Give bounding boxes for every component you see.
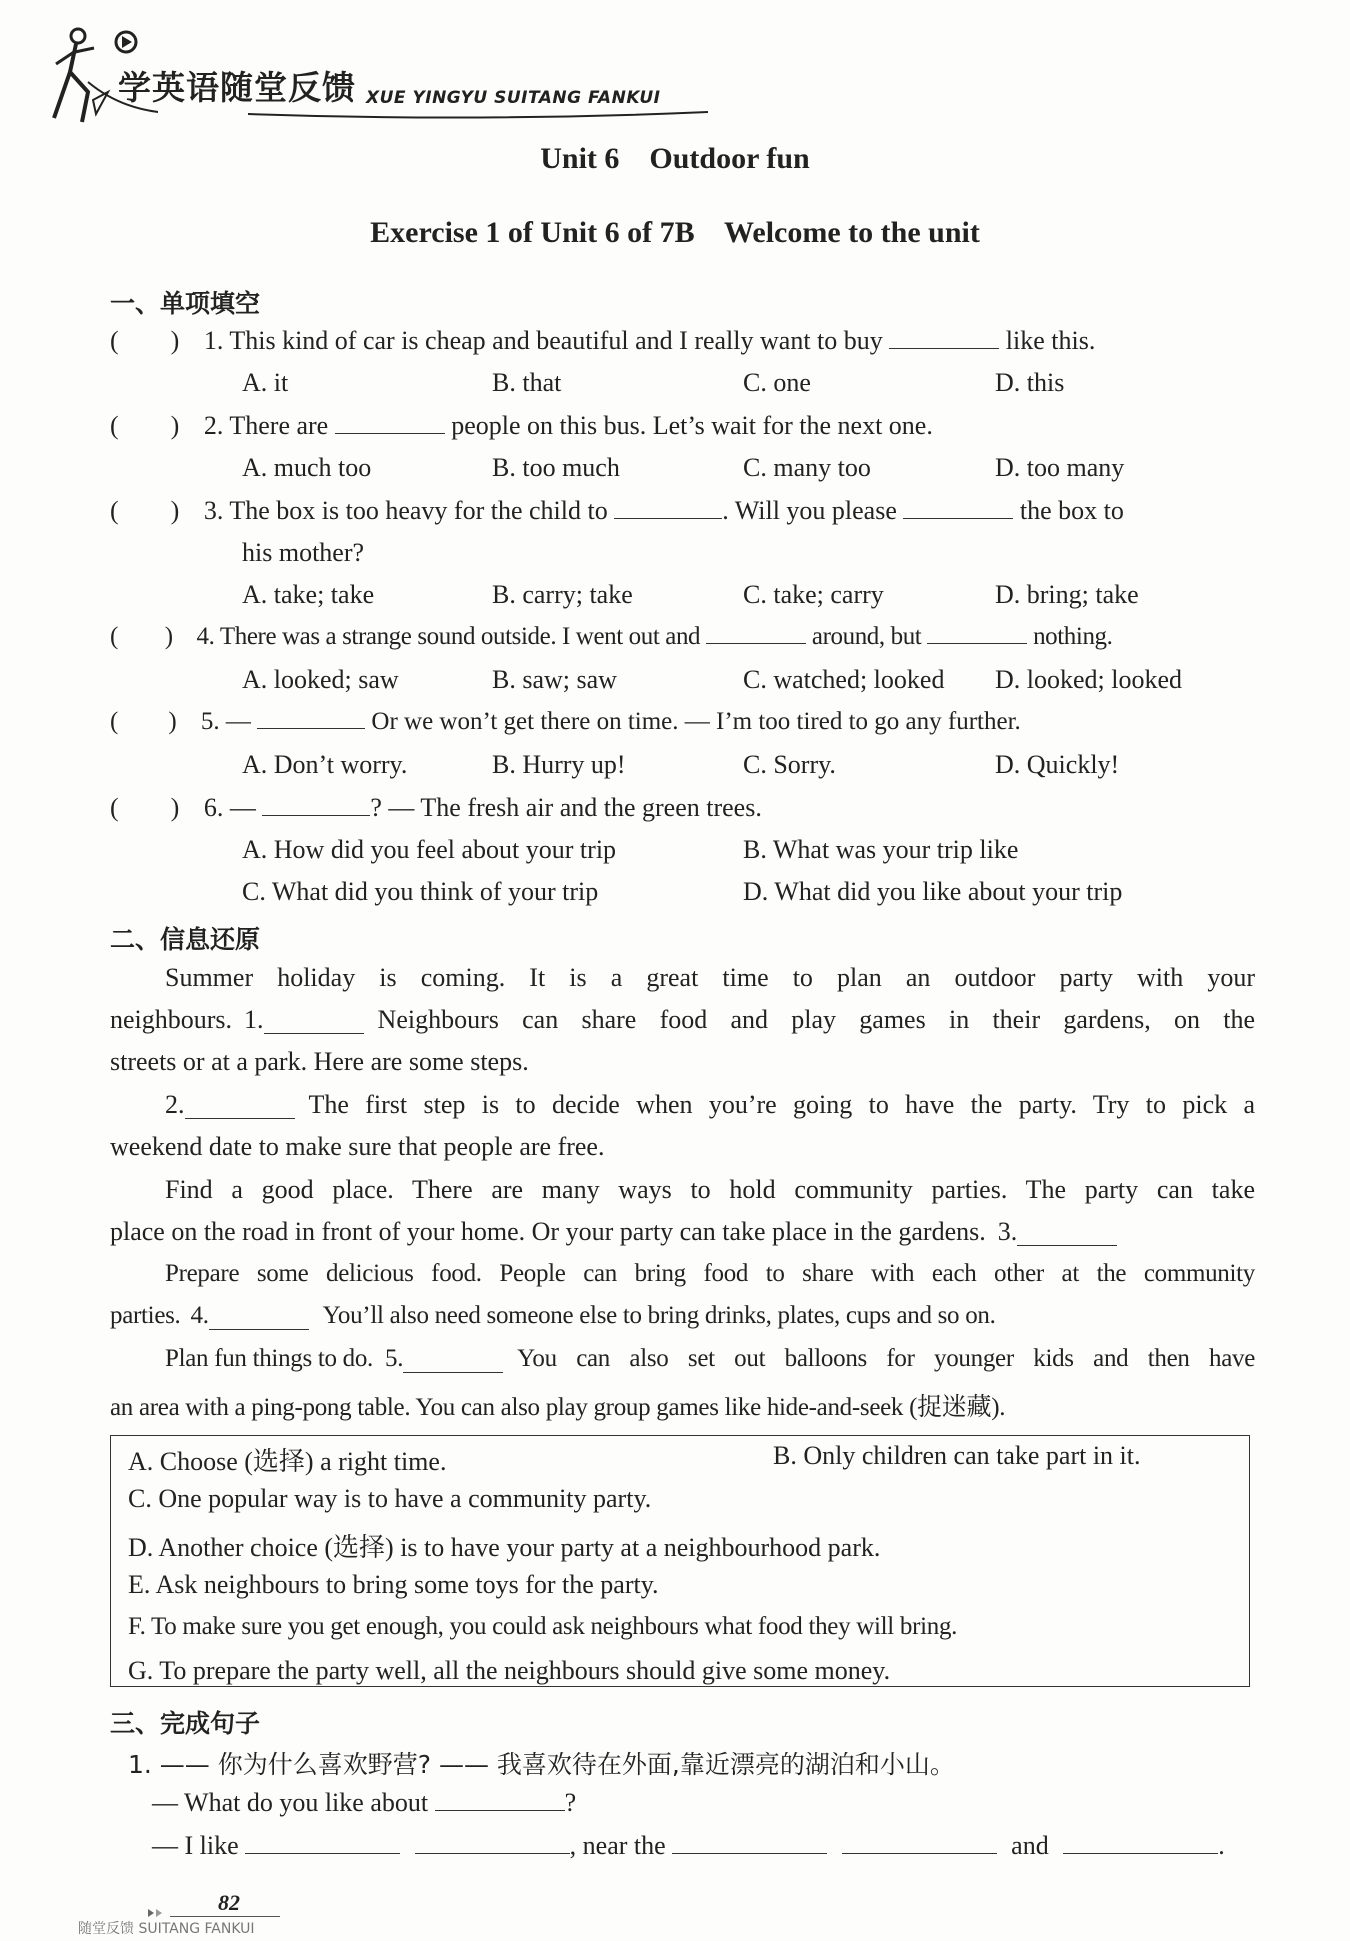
choice-b: B. Only children can take part in it. [773, 1441, 1141, 1470]
option-a: A. How did you feel about your trip [242, 835, 617, 864]
option-a: A. Don’t worry. [242, 750, 408, 779]
answer-blank[interactable] [185, 1090, 295, 1119]
option-c: C. one [743, 368, 811, 397]
question-number: 6. [203, 793, 224, 822]
choice-d: D. Another choice (选择) is to have your party at a neighbourhood park. [128, 1533, 881, 1562]
question-text: like this. [1005, 326, 1096, 355]
question-row [110, 411, 933, 441]
choice-f: F. To make sure you get enough, you could ask neighbours what food they will bring. [128, 1613, 958, 1640]
section1-heading: 一、单项填空 [110, 289, 261, 318]
option-c: C. many too [743, 453, 871, 482]
passage-text: Plan fun things to do. [165, 1345, 373, 1372]
passage-line [110, 1005, 1255, 1035]
blank-number: 4. [190, 1302, 209, 1329]
option-d: D. What did you like about your trip [743, 877, 1123, 906]
passage-text: The first step is to decide when you’re going to have the party. Try to pick a [308, 1090, 1255, 1119]
question-row [110, 326, 1095, 356]
passage-line: streets or at a park. Here are some steps. [110, 1047, 529, 1076]
option-c: C. What did you think of your trip [242, 877, 599, 906]
question-row [110, 623, 1113, 651]
question-text: nothing. [1033, 623, 1113, 650]
option-d: D. too many [995, 453, 1125, 482]
section2-heading: 二、信息还原 [110, 925, 261, 954]
sentence-text: and [1011, 1831, 1049, 1860]
answer-paren: ( ) [110, 326, 180, 355]
section3-heading: 三、完成句子 [110, 1709, 261, 1738]
answer-blank[interactable] [672, 1833, 827, 1854]
sentence-text: ? [564, 1788, 577, 1817]
choice-a: A. Choose (选择) a right time. [128, 1447, 447, 1476]
question-number: 3. [203, 496, 224, 525]
question-text: There was a strange sound outside. I went out and [219, 623, 701, 650]
passage-text: You can also set out balloons for younger kids and then have [517, 1345, 1255, 1372]
passage-line [165, 1345, 1255, 1373]
option-b: B. Hurry up! [492, 750, 626, 779]
blank-number: 3. [997, 1217, 1018, 1246]
brand-title: 学英语随堂反馈 [118, 68, 356, 107]
option-b: B. that [492, 368, 562, 397]
passage-line: Find a good place. There are many ways to hold community parties. The party can take [165, 1175, 1255, 1204]
choice-c: C. One popular way is to have a community party. [128, 1484, 652, 1513]
answer-blank[interactable] [1063, 1833, 1218, 1854]
page-number-underline [170, 1916, 280, 1917]
question-row [110, 496, 1124, 526]
option-c: C. watched; looked [743, 665, 945, 694]
answer-blank[interactable] [262, 795, 370, 816]
passage-text: place on the road in front of your home. Or your party can take place in the gardens. [110, 1217, 986, 1246]
option-b: B. carry; take [492, 580, 633, 609]
answer-blank[interactable] [614, 498, 722, 519]
option-d: D. looked; looked [995, 665, 1183, 694]
answer-blank[interactable] [264, 1005, 364, 1034]
question-text: — [225, 708, 251, 735]
answer-paren: ( ) [110, 708, 177, 735]
blank-number: 1. [244, 1005, 264, 1034]
passage-text: parties. [110, 1302, 181, 1329]
passage-line: Summer holiday is coming. It is a great time to plan an outdoor party with your [165, 963, 1255, 992]
option-b: B. What was your trip like [743, 835, 1019, 864]
question-text: . Will you please [722, 496, 897, 525]
answer-blank[interactable] [706, 623, 806, 644]
question-number: 4. [196, 623, 215, 650]
passage-line: weekend date to make sure that people are free. [110, 1132, 605, 1161]
header-underline [248, 108, 708, 120]
brand-tagline: XUE YINGYU SUITANG FANKUI [366, 88, 661, 108]
question-text: people on this bus. Let’s wait for the next one. [451, 411, 933, 440]
option-d: D. this [995, 368, 1065, 397]
answer-blank[interactable] [435, 1790, 565, 1811]
answer-blank[interactable] [842, 1833, 997, 1854]
page-number: 82 [218, 1890, 240, 1915]
question-number: 2. [203, 411, 224, 440]
answer-blank[interactable] [335, 413, 445, 434]
blank-number: 2. [165, 1090, 185, 1119]
question-text: This kind of car is cheap and beautiful and I really want to buy [229, 326, 883, 355]
answer-blank[interactable] [257, 708, 365, 729]
option-a: A. much too [242, 453, 372, 482]
question-text: The box is too heavy for the child to [229, 496, 608, 525]
passage-line [110, 1217, 1255, 1247]
question-number: 1. [203, 326, 224, 355]
question-text: the box to [1019, 496, 1124, 525]
answer-blank[interactable] [415, 1833, 570, 1854]
choice-e: E. Ask neighbours to bring some toys for the party. [128, 1570, 659, 1599]
sentence-text: . [1218, 1831, 1225, 1860]
sentence-text: — I like [152, 1831, 239, 1860]
question-row [110, 793, 762, 823]
passage-line: an area with a ping-pong table. You can also play group games like hide-and-seek (捉迷藏). [110, 1394, 1006, 1421]
answer-paren: ( ) [110, 623, 173, 650]
option-a: A. it [242, 368, 289, 397]
answer-paren: ( ) [110, 496, 180, 525]
passage-text: neighbours. [110, 1005, 233, 1034]
sentence-text: — What do you like about [152, 1788, 429, 1817]
sentence-text: , near the [569, 1831, 666, 1860]
question-row [110, 708, 1021, 736]
footer-text: 随堂反馈 SUITANG FANKUI [78, 1921, 255, 1937]
answer-paren: ( ) [110, 411, 180, 440]
answer-paren: ( ) [110, 793, 180, 822]
option-b: B. saw; saw [492, 665, 617, 694]
unit-title: Unit 6 Outdoor fun [540, 142, 810, 175]
answer-blank[interactable] [889, 328, 999, 349]
blank-number: 5. [385, 1345, 404, 1372]
sentence-prompt-chinese: 1. —— 你为什么喜欢野营? —— 我喜欢待在外面,靠近漂亮的湖泊和小山。 [128, 1750, 955, 1779]
question-number: 5. [200, 708, 220, 735]
passage-line [165, 1090, 1255, 1120]
option-c: C. take; carry [743, 580, 884, 609]
question-text: around, but [811, 623, 922, 650]
passage-line [110, 1302, 996, 1330]
passage-line: Prepare some delicious food. People can bring food to share with each other at the community [165, 1260, 1255, 1287]
answer-blank[interactable] [209, 1302, 309, 1330]
question-text: ? — The fresh air and the green trees. [370, 793, 762, 822]
question-text-continued: his mother? [242, 538, 365, 567]
option-d: D. bring; take [995, 580, 1139, 609]
answer-blank[interactable] [1017, 1217, 1117, 1246]
sentence-line [152, 1831, 1225, 1861]
exercise-title: Exercise 1 of Unit 6 of 7B Welcome to the unit [370, 216, 980, 249]
answer-blank[interactable] [927, 623, 1027, 644]
passage-text: Neighbours can share food and play games in their gardens, on the [377, 1005, 1255, 1034]
question-text: Or we won’t get there on time. — I’m too tired to go any further. [371, 708, 1021, 735]
option-b: B. too much [492, 453, 620, 482]
choice-g: G. To prepare the party well, all the neighbours should give some money. [128, 1656, 891, 1685]
answer-blank[interactable] [245, 1833, 400, 1854]
answer-blank[interactable] [403, 1345, 503, 1373]
question-text: There are [229, 411, 329, 440]
answer-blank[interactable] [903, 498, 1013, 519]
option-c: C. Sorry. [743, 750, 836, 779]
option-d: D. Quickly! [995, 750, 1120, 779]
sentence-line [152, 1788, 576, 1818]
option-a: A. looked; saw [242, 665, 399, 694]
page-header [48, 22, 668, 132]
passage-text: You’ll also need someone else to bring drinks, plates, cups and so on. [322, 1302, 996, 1329]
option-a: A. take; take [242, 580, 375, 609]
question-text: — [229, 793, 256, 822]
